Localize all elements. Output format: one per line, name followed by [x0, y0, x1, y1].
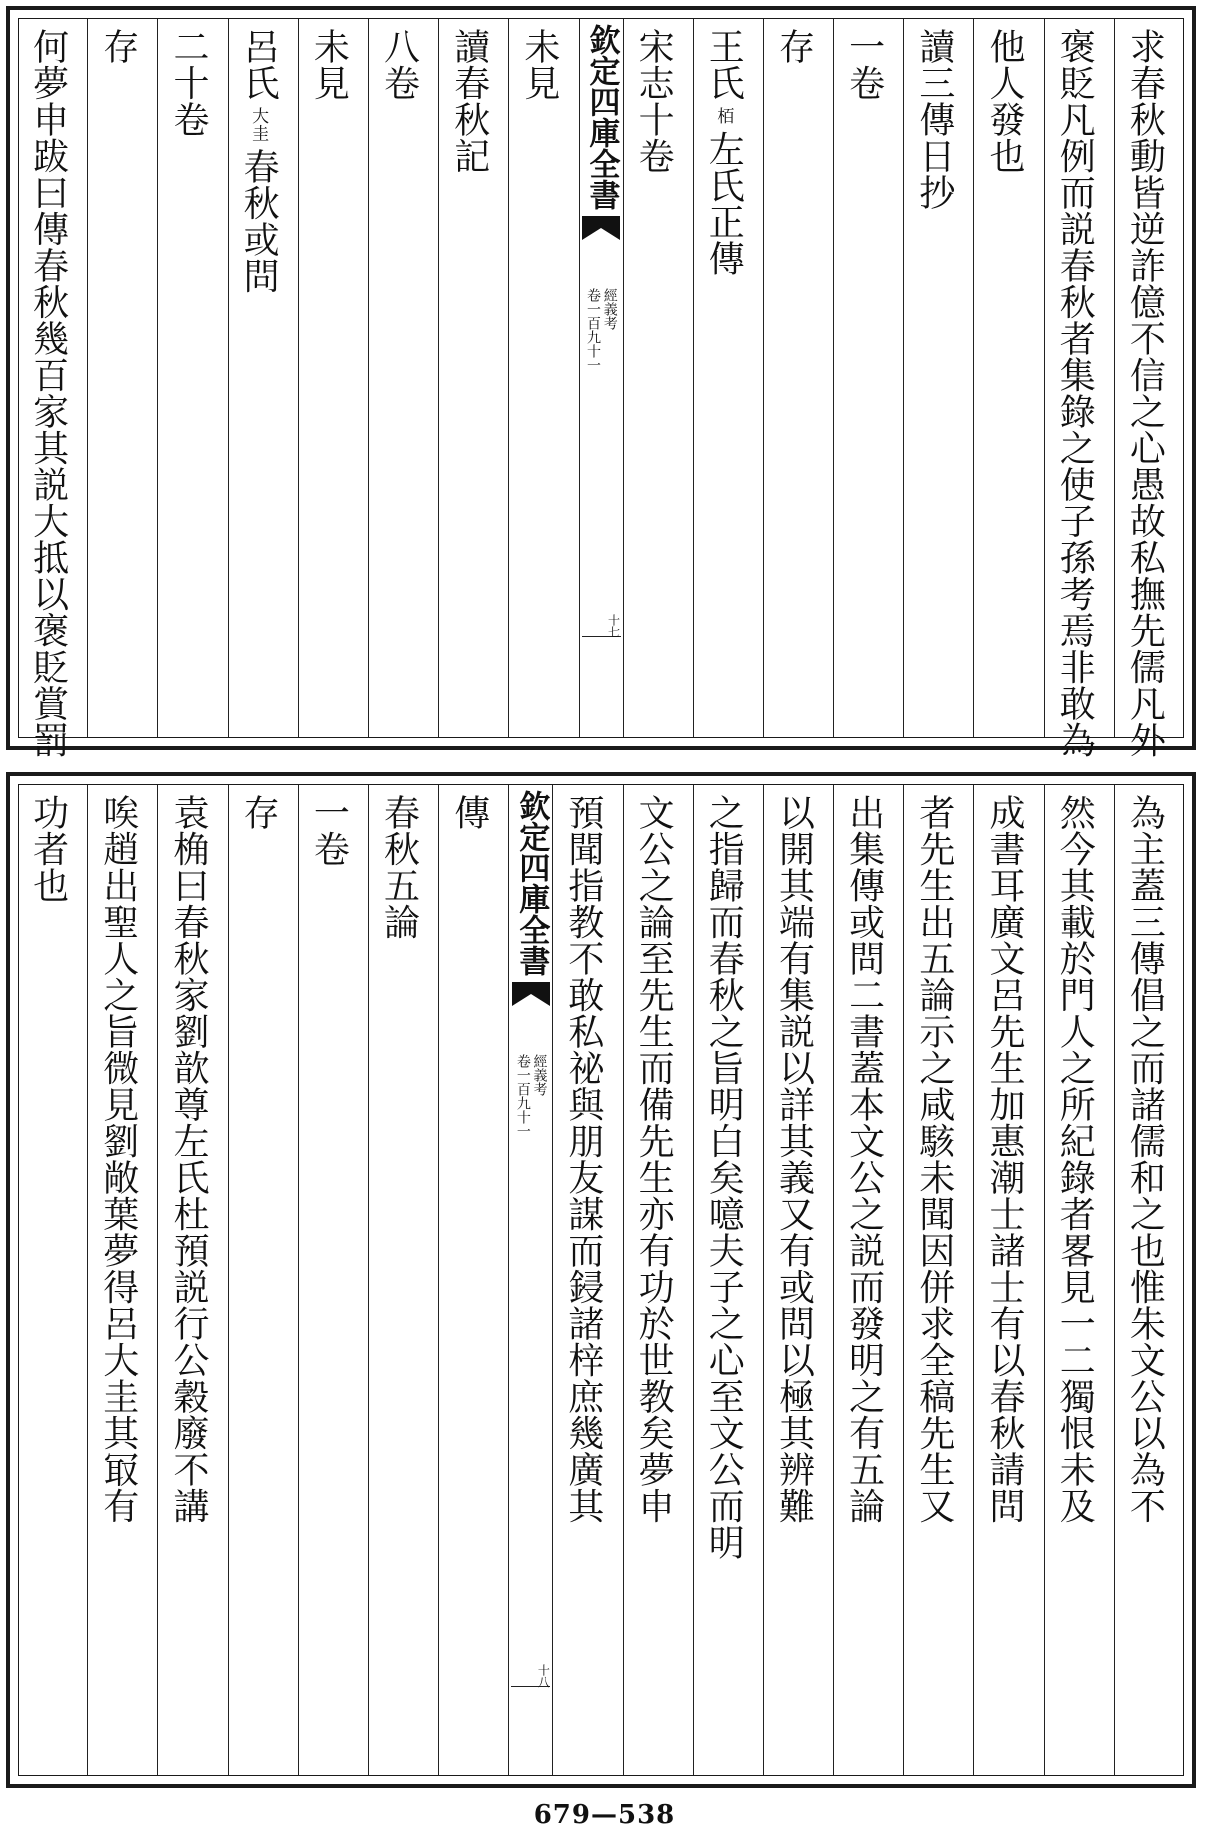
text-column: [228, 18, 298, 738]
siku-quanshu-header: 欽定四庫全書: [513, 790, 550, 976]
column-text: 以開其端有集説以詳其義又有或問以極其辨難: [773, 794, 815, 1524]
column-text: 傳: [448, 794, 490, 831]
text-column: [763, 784, 833, 1776]
text-column: [763, 18, 833, 738]
column-text: 呂氏大圭春秋或問: [238, 28, 280, 294]
text-column: [552, 784, 622, 1776]
column-text: 王氏栢左氏正傳: [703, 28, 745, 277]
text-column: [368, 18, 438, 738]
small-annotation: 栢: [713, 107, 734, 125]
text-column: [693, 784, 763, 1776]
column-text: 一卷: [308, 794, 350, 867]
column-text: 二十卷: [167, 28, 209, 138]
column-text: 未見: [308, 28, 350, 101]
column-text: 存: [238, 794, 280, 831]
column-text: 存: [97, 28, 139, 65]
column-text: 讀春秋記: [448, 28, 490, 174]
small-annotation: 大圭: [248, 107, 269, 142]
text-column: [623, 18, 693, 738]
leaf-number: 十七: [606, 614, 621, 638]
leaf-number: 十八: [536, 1664, 551, 1688]
text-column: [903, 784, 973, 1776]
fish-tail-mark: [582, 216, 620, 242]
column-text: 為主蓋三傳倡之而諸儒和之也惟朱文公以為不: [1124, 794, 1166, 1524]
text-column: [368, 784, 438, 1776]
column-text: 成書耳廣文呂先生加惠潮士諸士有以春秋請問: [984, 794, 1026, 1524]
text-column: [18, 784, 87, 1776]
column-text: 功者也: [27, 794, 69, 904]
text-column: [438, 18, 508, 738]
page-number-footer: 679—538: [533, 1800, 676, 1830]
text-column: [87, 18, 157, 738]
center-fold-margin: [508, 784, 552, 1776]
siku-quanshu-header: 欽定四庫全書: [583, 24, 620, 210]
center-fold-margin: [579, 18, 623, 738]
bottom-columns: [18, 784, 1184, 1776]
volume-number: 卷一百九十一: [585, 288, 601, 372]
column-text: 宋志十卷: [633, 28, 675, 174]
text-column: [973, 784, 1043, 1776]
column-text: 然今其載於門人之所紀錄者畧見一二獨恨未及: [1054, 794, 1096, 1524]
fish-tail-mark: [512, 982, 550, 1008]
column-text: 出集傳或問二書蓋本文公之説而發明之有五論: [843, 794, 885, 1524]
column-text: 八卷: [378, 28, 420, 101]
column-text: 他人發也: [984, 28, 1026, 174]
text-column: [833, 784, 903, 1776]
column-text: 求春秋動皆逆詐億不信之心愚故私撫先儒凡外: [1124, 28, 1166, 758]
volume-number: 卷一百九十一: [514, 1054, 531, 1138]
column-text: 之指歸而春秋之旨明白矣噫夫子之心至文公而明: [703, 794, 745, 1561]
top-columns: [18, 18, 1184, 758]
text-column: [693, 18, 763, 738]
text-column: [298, 18, 368, 738]
column-text: 何夢申跋曰傳春秋幾百家其説大抵以褒貶賞罰: [27, 28, 69, 758]
column-text: 一卷: [843, 28, 885, 101]
column-text: 未見: [518, 28, 560, 101]
text-column: [833, 18, 903, 738]
text-column: [973, 18, 1043, 738]
book-title: 經義考: [601, 288, 618, 330]
column-text: 褒貶凡例而説春秋者集錄之使子孫考焉非敢為: [1054, 28, 1096, 758]
text-column: [18, 18, 87, 758]
column-text: 文公之論至先生而備先生亦有功於世教矣夢申: [633, 794, 675, 1524]
column-text: 存: [773, 28, 815, 65]
text-column: [157, 18, 227, 738]
column-text: 讀三傳日抄: [913, 28, 955, 211]
column-text: 預聞指教不敢私祕與朋友謀而鋟諸梓庶幾廣其: [562, 794, 604, 1524]
column-text: 者先生出五論示之咸駭未聞因併求全稿先生又: [913, 794, 955, 1524]
column-text: 春秋五論: [378, 794, 420, 940]
column-text: 袁桷曰春秋家劉歆尊左氏杜預説行公穀廢不講: [167, 794, 209, 1524]
column-text: 唉趙出聖人之旨微見劉敞葉夢得呂大圭其冣有: [97, 794, 139, 1524]
text-column: [508, 18, 578, 738]
text-column: [87, 784, 157, 1776]
top-page: [6, 6, 1196, 758]
text-column: [1114, 18, 1184, 758]
text-column: [1114, 784, 1184, 1776]
book-title: 經義考: [531, 1054, 548, 1096]
text-column: [157, 784, 227, 1776]
text-column: [1044, 18, 1114, 758]
text-column: [623, 784, 693, 1776]
bottom-page: [6, 772, 1196, 1788]
text-column: [1044, 784, 1114, 1776]
text-column: [298, 784, 368, 1776]
text-column: [228, 784, 298, 1776]
text-column: [903, 18, 973, 738]
text-column: [438, 784, 508, 1776]
